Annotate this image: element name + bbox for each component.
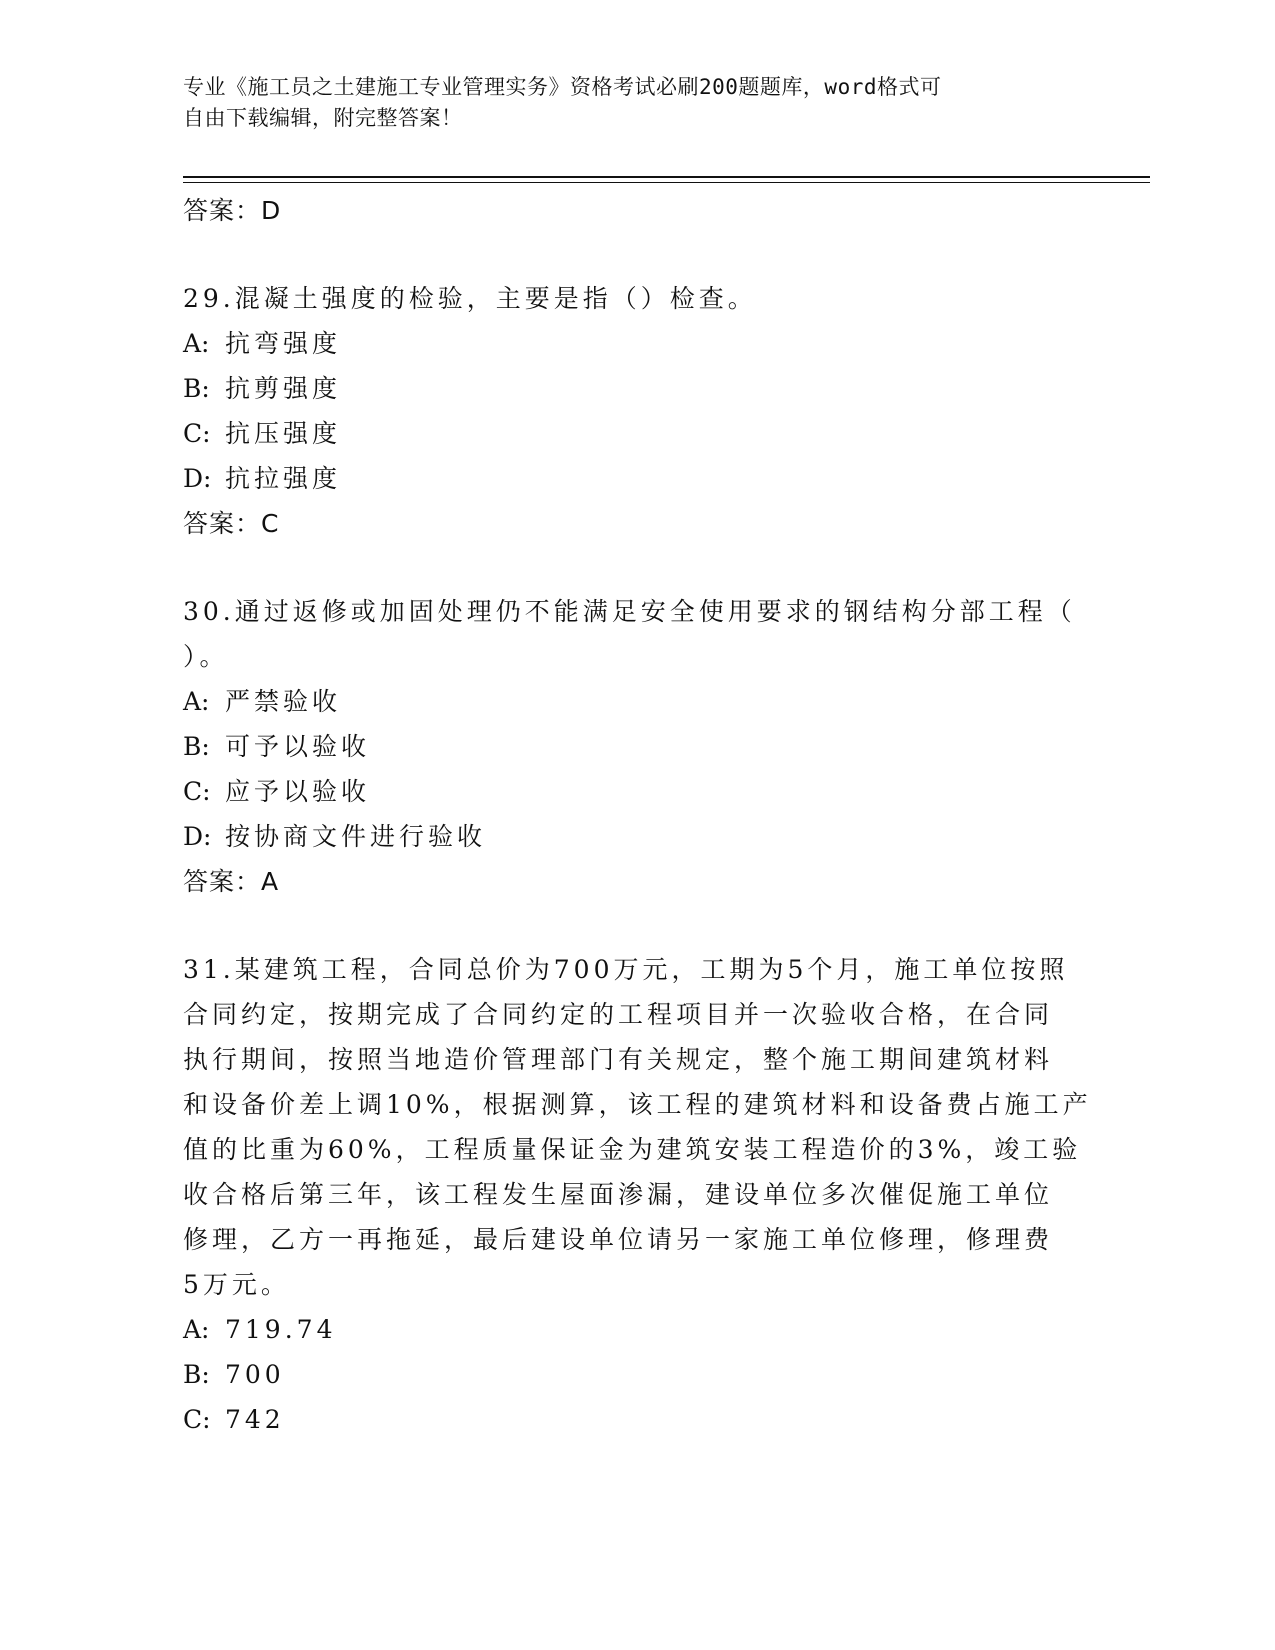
option-text: 应予以验收 <box>225 777 371 806</box>
option-text: 719.74 <box>225 1315 337 1344</box>
question-stem-line: 和设备价差上调10%，根据测算，该工程的建筑材料和设备费占施工产 <box>183 1090 1092 1119</box>
header-rule-thin <box>183 182 1150 183</box>
option-key: C: <box>183 1405 211 1434</box>
option-key: A: <box>183 1315 210 1344</box>
option-text: 抗压强度 <box>225 419 342 448</box>
option-a <box>183 321 1083 366</box>
option-key: C: <box>183 777 211 806</box>
option-text: 可予以验收 <box>225 732 371 761</box>
question-stem-line: 5万元。 <box>183 1270 290 1299</box>
option-c <box>183 411 1083 456</box>
question-stem-line: 31.某建筑工程，合同总价为700万元，工期为5个月，施工单位按照 <box>183 955 1069 984</box>
option-text: 700 <box>225 1360 285 1389</box>
option-a <box>183 679 1083 724</box>
option-key: B: <box>183 732 210 761</box>
option-c <box>183 1397 1083 1442</box>
option-text: 严禁验收 <box>225 687 342 716</box>
option-d <box>183 814 1083 859</box>
option-text: 抗拉强度 <box>225 464 342 493</box>
question-stem-line: 合同约定，按期完成了合同约定的工程项目并一次验收合格，在合同 <box>183 1000 1054 1029</box>
question-stem-line: 30.通过返修或加固处理仍不能满足安全使用要求的钢结构分部工程（ <box>183 597 1076 626</box>
option-text: 抗剪强度 <box>225 374 342 403</box>
question-stem-line: 29.混凝土强度的检验，主要是指（）检查。 <box>183 284 757 313</box>
option-text: 抗弯强度 <box>225 329 342 358</box>
header-line-1: 专业《施工员之土建施工专业管理实务》资格考试必刷200题题库，word格式可 <box>183 75 942 99</box>
question-stem-line: ）。 <box>183 642 229 671</box>
option-key: C: <box>183 419 211 448</box>
question-stem-line: 值的比重为60%，工程质量保证金为建筑安装工程造价的3%，竣工验 <box>183 1135 1082 1164</box>
spacer <box>183 233 1083 276</box>
spacer <box>183 904 1083 947</box>
question-answer: 答案：A <box>183 867 280 896</box>
option-d <box>183 456 1083 501</box>
question-answer: 答案：C <box>183 509 280 538</box>
header-line-2: 自由下载编辑，附完整答案！ <box>183 106 463 130</box>
option-c <box>183 769 1083 814</box>
option-key: D: <box>183 464 212 493</box>
header-rule-thick <box>183 176 1150 178</box>
previous-answer: 答案：D <box>183 196 282 225</box>
question-stem-line: 收合格后第三年，该工程发生屋面渗漏，建设单位多次催促施工单位 <box>183 1180 1054 1209</box>
spacer <box>183 546 1083 589</box>
question-list <box>183 188 1092 1442</box>
question-31 <box>183 947 1092 1442</box>
option-key: D: <box>183 822 212 851</box>
option-b <box>183 366 1083 411</box>
option-key: A: <box>183 687 210 716</box>
option-a <box>183 1307 1083 1352</box>
question-30 <box>183 589 1083 904</box>
option-key: B: <box>183 1360 210 1389</box>
option-text: 742 <box>225 1405 285 1434</box>
question-29 <box>183 276 1083 546</box>
option-key: A: <box>183 329 210 358</box>
question-stem-line: 修理，乙方一再拖延，最后建设单位请另一家施工单位修理，修理费 <box>183 1225 1054 1254</box>
question-stem-line: 执行期间，按照当地造价管理部门有关规定，整个施工期间建筑材料 <box>183 1045 1054 1074</box>
option-b <box>183 1352 1083 1397</box>
page-header <box>183 72 1063 134</box>
option-key: B: <box>183 374 210 403</box>
option-text: 按协商文件进行验收 <box>225 822 487 851</box>
option-b <box>183 724 1083 769</box>
